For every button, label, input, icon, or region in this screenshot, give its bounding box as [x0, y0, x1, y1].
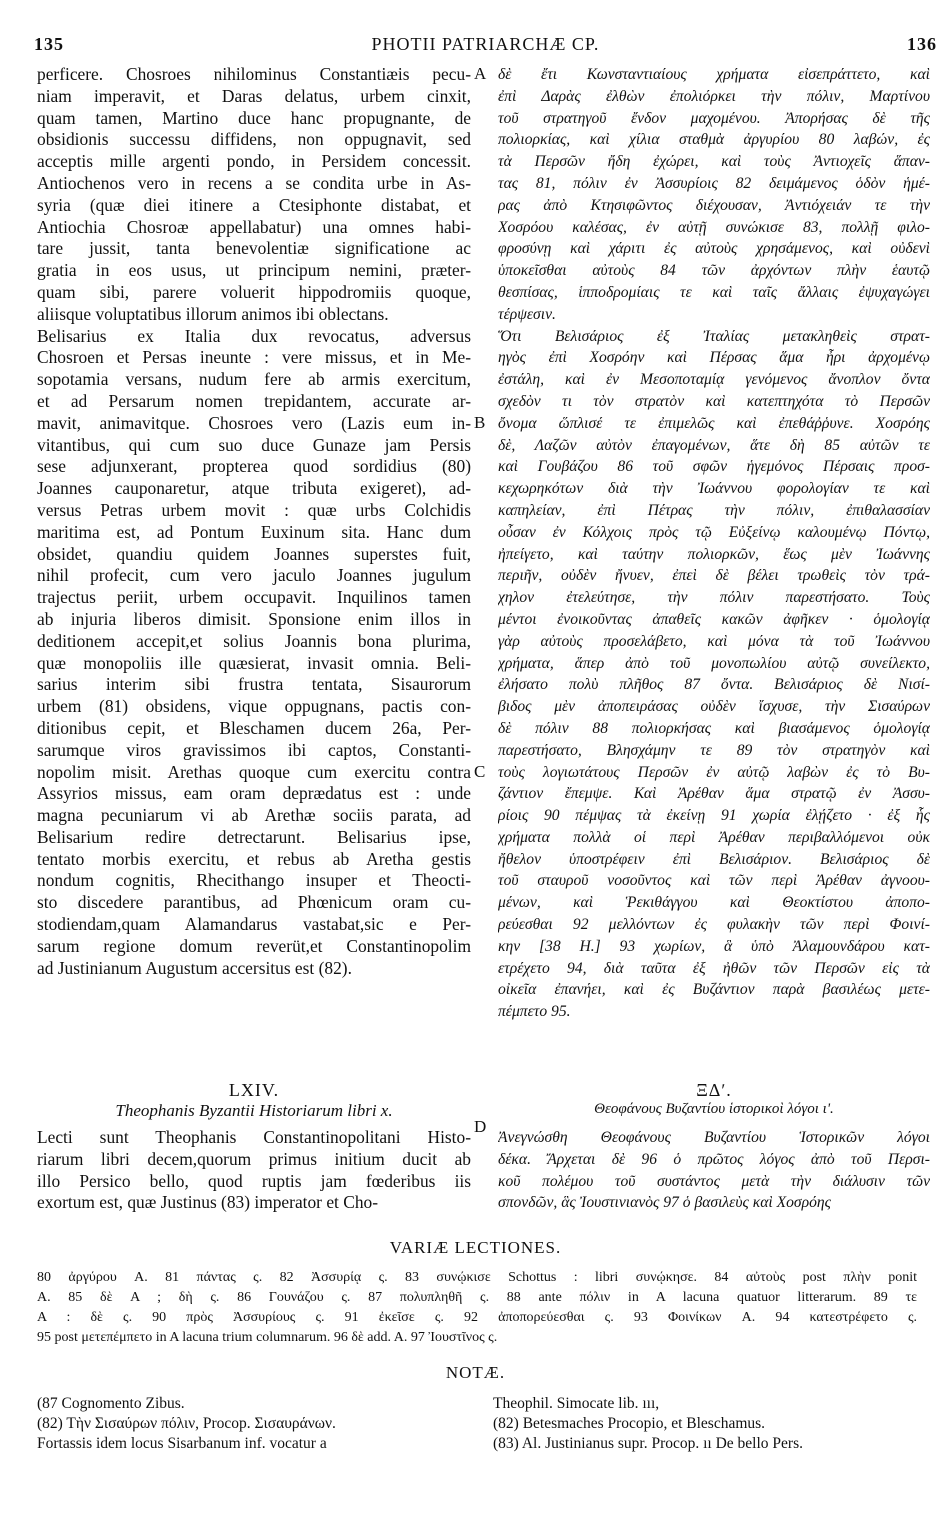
greek-text-line: ηγὸς ἐπὶ Χοσρόην καὶ Πέρσας ἅμα ἦρι ἀρχομένῳ: [498, 349, 930, 367]
latin-text-line: obsidet, quandiu quidem Joannes superstes fuit,: [37, 543, 471, 564]
greek-text-line: τοῦ στρατηγοῦ ἔνδον μαχομένου. Ἀπορήσας δὲ τῆς: [498, 109, 930, 127]
section-greek-line: κοῦ πολέμου τοῦ συστάντος μετὰ τὴν διάλυσιν τῶν: [498, 1172, 930, 1190]
latin-text-line: tentato morbis exercitu, et rebus ab Aretha gestis: [37, 848, 471, 869]
latin-text-line: magna pecuniarum vi ab Arethæ sociis parata, ad: [37, 805, 471, 826]
note-line: (82) Τὴν Σισαύρων πόλιν, Procop. Σισαυράνων.: [37, 1415, 336, 1432]
greek-text-line: τὰ Περσῶν ἤδη ἐχώρει, καὶ τοὺς Ἀντιοχεῖς ἅπαν-: [498, 153, 930, 171]
variant-reading-line: A : δὲ ς. 90 πρὸς Ἀσσυρίους ς. 91 ἐκεῖσε ς. 92 ἀποπορεύεσθαι ς. 93 Φοινίκων A. 94 κατεστρέφετο ς.: [37, 1310, 917, 1325]
greek-text-line: δὲ ἔτι Κωνσταντιαίους χρήματα εἰσεπράττετο, καὶ: [498, 66, 930, 83]
greek-text-line: ρεύεσθαι 92 μελλόντων ἐς φυλακὴν τῶν περὶ Φοινί-: [498, 916, 930, 934]
margin-letter-d: D: [474, 1117, 487, 1136]
latin-text-line: Antiochia Chosroæ appellabatur) una omnes habi-: [37, 216, 471, 237]
greek-text-line: παρεστήσατο, Βλησχάμην τε 89 τὸν στρατηγὸν καὶ: [498, 741, 930, 759]
greek-text-line: τας 81, πόλιν ἐν Ἀσσυρίοις 82 δειμάμενος ὁδὸν ἡμέ-: [498, 174, 930, 192]
latin-text-line: Belisarium redire detrectarunt. Belisarius ipse,: [37, 826, 471, 847]
section-greek-line: σπονδῶν, ἃς Ἰουστινιανὸς 97 ὁ βασιλεὺς καὶ Χοσρόης: [498, 1194, 831, 1212]
latin-text-line: maritima est, ad Pontum Euxinum sita. Hanc dum: [37, 521, 471, 542]
greek-text-line: γὰρ αὐτοὺς προσελάβετο, καὶ μόνα τὰ τοῦ Ἰωάννου: [498, 632, 930, 650]
variae-lectiones-heading: VARIÆ LECTIONES.: [389, 1238, 562, 1257]
section-latin-title: Theophanis Byzantii Historiarum libri x.: [115, 1101, 393, 1120]
latin-text-line: trajectus periit, urbem occupavit. Inquilinos tamen: [37, 587, 471, 608]
latin-text-line: niam imperavit, et Daras delatus, urbem cinxit,: [37, 85, 471, 106]
note-line: Theophil. Simocate lib. ııı,: [493, 1395, 660, 1412]
greek-text-line: δὲ πόλιν 88 πολιορκήσας καὶ βιασάμενος ὁμολογίᾳ: [498, 719, 930, 737]
greek-text-line: χρήματα, ἅπερ ἀπὸ τοῦ μονοπωλίου αὐτῷ συνείλεκτο,: [498, 654, 930, 672]
greek-text-line: τέρψεσιν.: [498, 305, 556, 323]
latin-text-line: nondum cognitis, Rhecithango insuper et Theocti-: [37, 870, 471, 891]
latin-text-line: Assyrios missus, eam oram deprædatus est : unde: [37, 783, 471, 804]
greek-text-line: μένων, καὶ Ῥεκιθάγγου καὶ Θεοκτίστου ἀποπο-: [498, 894, 930, 912]
latin-text-line: aliisque voluptatibus illorum animos ibi oblectans.: [37, 303, 389, 324]
latin-text-line: sarumque viros gravissimos ibi captos, Constanti-: [37, 739, 471, 760]
greek-text-line: θεσπίσας, ἱπποδρομίαις τε καὶ ταῖς ἄλλαις ἐψυχαγώγει: [498, 283, 930, 301]
note-line: (87 Cognomento Zibus.: [37, 1395, 185, 1412]
latin-text-line: sto discedere parantibus, ad Phœnicum oram cu-: [37, 892, 471, 913]
greek-text-line: ρίοις 90 πέμψας τὰ ἐκείνῃ 91 χωρία ἐλῄζετο · ἐξ ἧς: [498, 807, 930, 825]
margin-letter-b: B: [474, 413, 486, 432]
latin-text-line: perficere. Chosroes nihilominus Constantiæis pecu-: [37, 64, 471, 84]
greek-text-line: μέντοι ἐνοικοῦντας ἀπαθεῖς κακῶν ἀφῆκεν · ὁμολογίᾳ: [498, 610, 930, 628]
greek-text-line: φροσύνῃ καὶ χάριτι ἐς αὐτοὺς χρησάμενος, καὶ οὐδενὶ: [498, 240, 930, 258]
latin-text-line: quam sibi, parere voluerit hippodromiis quoque,: [37, 281, 471, 302]
greek-text-line: καὶ Γουβάζου 86 τοῦ σφῶν ἡγεμόνος Πέρσαις προσ-: [498, 458, 930, 476]
running-header: [34, 34, 937, 56]
greek-text-line: ἤθελον ὑποστρέφειν ἐπὶ Βελισάριον. Βελισάριος δὲ: [498, 850, 930, 868]
greek-text-line: ὑποκεῖσθαι αὐτοὺς 84 τῶν ἀρχόντων πλὴν ἑαυτῷ: [498, 262, 930, 280]
latin-text-line: syria (quæ diei itinere a Ctesiphonte distabat, et: [37, 194, 471, 215]
latin-text-line: ditionibus cepit, et Bleschamen ducem 26a, Per-: [37, 717, 471, 738]
latin-text-line: nihil profecit, cum vero jaculo Joannes jugulum: [37, 565, 471, 586]
greek-text-line: ρας ἀπὸ Κτησιφῶντος διέχουσαν, Ἀντιόχειάν τε τὴν: [498, 196, 930, 214]
latin-text-line: urbem (81) obsidens, vique oppugnans, pactis con-: [37, 696, 471, 717]
greek-text-line: ἐπὶ Δαρὰς ἐλθὼν ἐπολιόρκει τὴν πόλιν, Μαρτίνου: [498, 87, 930, 105]
greek-text-line: πέμπετο 95.: [498, 1003, 571, 1021]
running-title: PHOTII PATRIARCHÆ CP.: [371, 34, 600, 54]
greek-text-line: Χοσρόου καλέσας, ἐν αὐτῇ συνώκισε 83, πολλῇ φιλο-: [498, 218, 930, 236]
page-number-right: 136: [907, 34, 937, 54]
margin-letter-c: C: [474, 762, 486, 781]
margin-letter-a: A: [474, 64, 487, 83]
variant-reading-line: A. 85 δὲ A ; δὴ ς. 86 Γουνάζου ς. 87 πολυπληθῆ ς. 88 ante πόλιν in A lacuna quatuor litterarum. 89 τε: [37, 1290, 917, 1305]
greek-text-line: δὲ, Λαζῶν αὐτὸν ἐπαγομένων, ἅτε δὴ 85 αὐτῶν τε: [498, 436, 930, 454]
greek-text-line: βιδος μὲν ἀποπειράσας οὐδὲν ἴσχυσε, τὴν Σισαύρων: [498, 698, 930, 716]
section-latin-text: [37, 1127, 471, 1214]
note-line: (83) Al. Justinianus supr. Procop. ıı De bello Pers.: [493, 1435, 803, 1452]
variant-reading-line: 95 post μετεπέμπετο in A lacuna trium columnarum. 96 δὲ add. A. 97 Ἰουστῖνος ς.: [37, 1330, 498, 1345]
greek-text-line: ετρέχετο 94, διὰ ταῦτα ἐξ ἠθῶν τῶν Περσῶν εἰς τὰ: [498, 959, 930, 977]
greek-text-line: τοὺς λογιωτάτους Περσῶν ἐν αὐτῷ λαβὼν ἐς τὸ Βυ-: [498, 763, 930, 781]
section-latin-line: riarum libri decem,quorum primus initium ducit ab: [37, 1148, 471, 1169]
latin-text-line: Antiochenos vero in recens a se condita urbe in As-: [37, 172, 471, 193]
variae-lectiones-body: [37, 1268, 917, 1348]
latin-text-line: quam tamen, Martino duce hanc propugnante, de: [37, 107, 471, 128]
latin-text-line: sese adjunxerant, propterea quod sordidius (80): [37, 456, 471, 477]
greek-text-line: κεχωρηκότων διὰ τὴν Ἰωάννου φορολογίαν τε καὶ: [498, 480, 930, 498]
greek-text-line: περιῆν, οὐδὲν ἤνυεν, ἐπεὶ δὲ βέλει τρωθεὶς τὸν τρά-: [498, 567, 930, 585]
greek-text-line: πολιορκίας, καὶ χίλια σταθμὰ ἀργυρίου 80 λαβών, ἐς: [498, 131, 930, 149]
section-greek-text: [498, 1127, 930, 1214]
section-greek-number: ΞΔʹ.: [696, 1080, 732, 1100]
latin-text-line: quæ monopoliis ille quæsierat, invasit omnia. Beli-: [37, 652, 471, 673]
latin-text-line: Joannes cauponaretur, atque tributa exigeret), ad-: [37, 478, 471, 499]
note-line: Fortassis idem locus Sisarbanum inf. vocatur a: [37, 1435, 327, 1452]
greek-text-line: σχεδὸν τι τὸν στρατὸν καὶ κατεπτηχότα τὸ Περσῶν: [498, 392, 930, 410]
greek-text-line: χρήματα πολλὰ οἱ περὶ Ἀρέθαν περιβαλλόμενοι οὐκ: [498, 828, 930, 846]
section-greek-title: Θεοφάνους Βυζαντίου ἱστορικοὶ λόγοι ιʹ.: [594, 1101, 834, 1117]
greek-text-line: ἐστάλη, καὶ ἐν Μεσοποταμίᾳ γενόμενος ἄνοπλον ὄντα: [498, 371, 930, 389]
latin-text-line: Chosroen et Persas ineunte : vere missus, et in Me-: [37, 347, 471, 368]
section-latin-line: exortum est, quæ Justinus (83) imperator et Cho-: [37, 1192, 379, 1213]
latin-text-line: sarum regione domum reverüt,et Constantinopolim: [37, 935, 471, 956]
latin-text-line: versus Petras urbem movit : quæ urbs Colchidis: [37, 499, 471, 520]
latin-text-line: sopotamia versans, nudum fere ab armis exercitum,: [37, 369, 471, 390]
section-greek-line: δέκα. Ἄρχεται δὲ 96 ὁ πρῶτος λόγος ἀπὸ τοῦ Περσι-: [498, 1150, 930, 1168]
section-latin-number: LXIV.: [228, 1080, 280, 1100]
section-greek-heading: [498, 1080, 930, 1118]
greek-text-line: χηλον ἐτελεύτησε, τὴν πόλιν παρεστήσατο. Τοὺς: [498, 589, 930, 607]
latin-text-line: tare jussit, tanta benevolentiæ significatione ac: [37, 238, 471, 259]
variant-reading-line: 80 ἀργύρου A. 81 πάντας ς. 82 Ἀσσυρίᾳ ς. 83 συνῴκισε Schottus : libri συνῴκησε. 84 αὐτοὺς post πλὴν ponit: [37, 1270, 917, 1285]
latin-text-line: nopolim misit. Arethas quoque cum exercitu contra: [37, 761, 471, 782]
greek-text-line: τοῦ σταυροῦ νοσοῦντος καὶ τῶν περὶ Ἀρέθαν ἀγνοου-: [498, 872, 930, 890]
greek-text-line: οἰκεῖα ἐπανήει, καὶ ἐς Βυζάντιον παρὰ βασιλέως μετε-: [498, 981, 930, 999]
latin-text-line: gratia in eos usus, ut principum nemini, præter-: [37, 260, 471, 281]
latin-text-line: mavit, animavitque. Chosroes vero (Lazis eum in-: [37, 412, 471, 433]
latin-text-line: ad Justinianum Augustum accersitus est (82).: [37, 957, 352, 978]
greek-text-line: ἠπείγετο, καὶ ταύτην πολιορκῶν, ἕως μὲν Ἰωάννης: [498, 545, 930, 563]
latin-text-line: et ad Persarum nomen trepidantem, accurate ar-: [37, 390, 471, 411]
latin-text-line: acceptis mille argenti pondo, in Persidem concessit.: [37, 151, 471, 172]
section-greek-line: Ἀνεγνώσθη Θεοφάνους Βυζαντίου Ἱστορικῶν λόγοι: [498, 1129, 930, 1146]
latin-text-line: stodiendam,quam Alamandarus vastabat,sic e Per-: [37, 914, 471, 935]
greek-text-line: ζάντιον ἔπεμψε. Καὶ Ἀρέθαν ἅμα στρατῷ ἐν Ἀσσυ-: [498, 785, 930, 803]
notes-left-column: [37, 1394, 477, 1454]
greek-text-line: Ὅτι Βελισάριος ἐξ Ἰταλίας μετακληθεὶς στρατ-: [498, 327, 930, 345]
latin-text-line: Belisarius ex Italia dux revocatus, adversus: [37, 325, 471, 346]
latin-column: [37, 64, 471, 979]
greek-text-line: καπηλείαν, ἐπὶ Πέτρας τὴν πόλιν, ἐπιθαλασσίαν: [498, 501, 930, 519]
greek-text-line: κην [38 Η.] 93 χωρίων, ἃ ὑπὸ Ἀλαμουνδάρου κατ-: [498, 937, 930, 955]
greek-text-line: ἐλήσατο πολὺ πλῆθος 87 ὄντα. Βελισάριος δὲ Νισί-: [498, 676, 930, 694]
greek-text-line: οὖσαν ἐν Κόλχοις πρὸς τῷ Εὐξείνῳ καλουμένῳ Πόντῳ,: [498, 523, 930, 541]
page-number-left: 135: [34, 34, 64, 54]
section-latin-heading: [37, 1080, 471, 1121]
note-line: (82) Betesmaches Procopio, et Bleschamus.: [493, 1415, 766, 1432]
latin-text-line: ab injuria liberos dimisit. Sponsione enim illos in: [37, 608, 471, 629]
section-latin-line: Lecti sunt Theophanis Constantinopolitani Histo-: [37, 1127, 471, 1147]
notae-heading: NOTÆ.: [445, 1363, 506, 1382]
latin-text-line: deditionem accepit,et solius Joannis bona plurima,: [37, 630, 471, 651]
greek-text-line: ὄνομα ὥπλισέ τε ἐπιμελῶς καὶ ἐπεθάῤῥυνε. Χοσρόης: [498, 414, 930, 432]
latin-text-line: obsidionis successu diffidens, non oppugnavit, sed: [37, 129, 471, 150]
greek-column: [498, 64, 930, 1023]
latin-text-line: vitantibus, qui cum suo duce Gunaze jam Persis: [37, 434, 471, 455]
latin-text-line: sarius interim sibi frustra tentata, Sisaurorum: [37, 674, 471, 695]
notes-right-column: [493, 1394, 923, 1454]
section-latin-line: illo Persico bello, quod ruptis jam fœderibus iis: [37, 1170, 471, 1191]
